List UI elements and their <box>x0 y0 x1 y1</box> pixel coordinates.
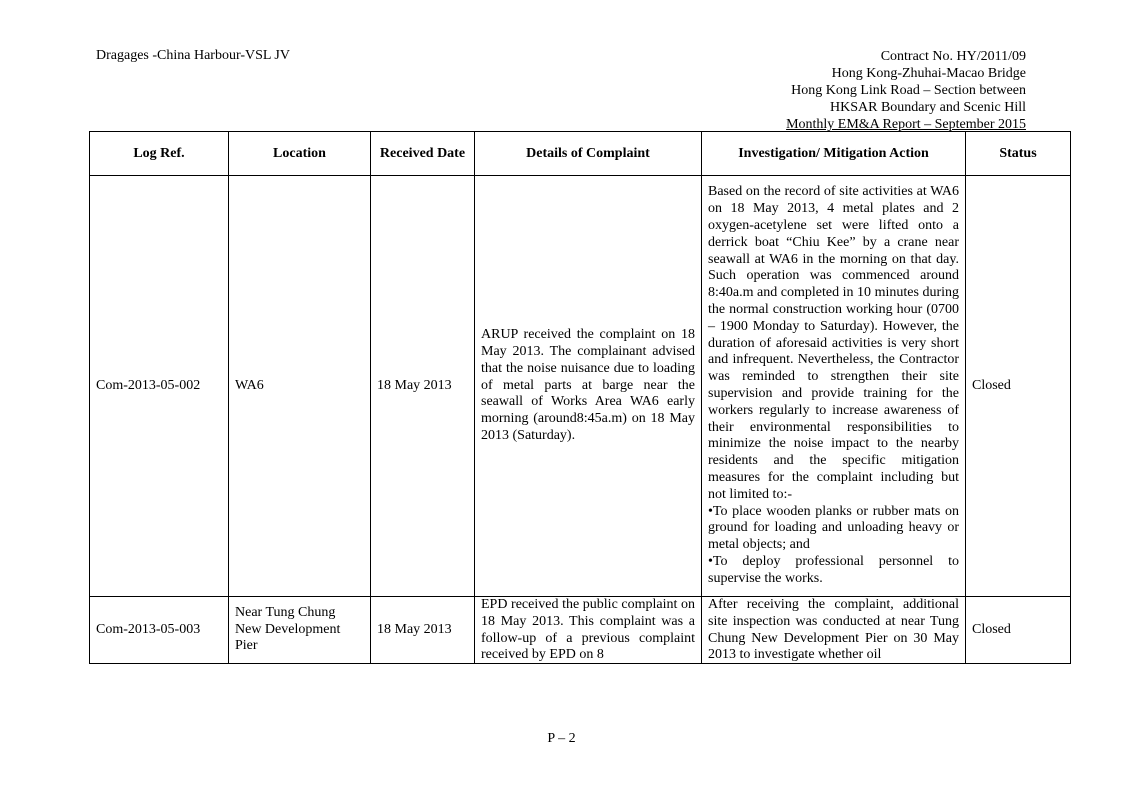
col-header-details: Details of Complaint <box>475 132 702 176</box>
header-contract-no: Contract No. HY/2011/09 <box>880 49 1026 64</box>
complaint-log-table <box>89 131 1071 664</box>
cell-action <box>702 597 966 664</box>
cell-action <box>702 176 966 597</box>
cell-received-date: 18 May 2013 <box>371 597 475 664</box>
page-number: P – 2 <box>547 731 576 746</box>
table-row <box>90 176 1071 597</box>
header-section: Hong Kong Link Road – Section between <box>791 83 1026 98</box>
header-contract-info <box>786 48 1026 133</box>
action-text: After receiving the complaint, additional site inspection was conducted at near Tung Chung New Development Pier on 30 May 2013 to investigate whether oil <box>708 597 959 663</box>
table-row <box>90 597 1071 664</box>
cell-received-date: 18 May 2013 <box>371 176 475 597</box>
cell-details <box>475 597 702 664</box>
header-boundary: HKSAR Boundary and Scenic Hill <box>830 100 1026 115</box>
cell-log-ref: Com-2013-05-002 <box>90 176 229 597</box>
col-header-status: Status <box>966 132 1071 176</box>
details-text: EPD received the public complaint on 18 May 2013. This complaint was a follow-up of a previous complaint received by EPD on 8 <box>481 597 695 663</box>
table-header-row <box>90 132 1071 176</box>
col-header-action: Investigation/ Mitigation Action <box>702 132 966 176</box>
cell-status: Closed <box>966 176 1071 597</box>
col-header-received-date: Received Date <box>371 132 475 176</box>
cell-status: Closed <box>966 597 1071 664</box>
header-project: Hong Kong-Zhuhai-Macao Bridge <box>831 66 1026 81</box>
header-report-title: Monthly EM&A Report – September 2015 <box>786 117 1026 132</box>
col-header-log-ref: Log Ref. <box>90 132 229 176</box>
cell-log-ref: Com-2013-05-003 <box>90 597 229 664</box>
cell-details: ARUP received the complaint on 18 May 2013. The complainant advised that the noise nuisance due to loading of metal parts at barge near the seawall of Works Area WA6 early morning (around8:45a.m) on 18 May 2013 (Saturday). <box>475 176 702 597</box>
action-bullet: •To place wooden planks or rubber mats on ground for loading and unloading heavy or metal objects; and <box>708 503 959 553</box>
cell-location: Near Tung Chung New Development Pier <box>229 597 371 664</box>
action-paragraph: Based on the record of site activities at WA6 on 18 May 2013, 4 metal plates and 2 oxygen-acetylene set were lifted onto a derrick boat “Chiu Kee” by a crane near seawall at WA6 in the morning on that day. Such operation was commenced around 8:40a.m and completed in 10 minutes during the normal construction working hour (0700 – 1900 Monday to Saturday). However, the duration of aforesaid activities is very short and infrequent. Nevertheless, the Contractor was reminded to strengthen their site supervision and provide training for the workers regularly to increase awareness of their environmental responsibilities to minimize the noise impact to the nearby residents and the specific mitigation measures for the complaint including but not limited to:- <box>708 184 959 502</box>
cell-location: WA6 <box>229 176 371 597</box>
col-header-location: Location <box>229 132 371 176</box>
header-company: Dragages -China Harbour-VSL JV <box>96 48 290 63</box>
action-bullet: •To deploy professional personnel to supervise the works. <box>708 553 959 586</box>
